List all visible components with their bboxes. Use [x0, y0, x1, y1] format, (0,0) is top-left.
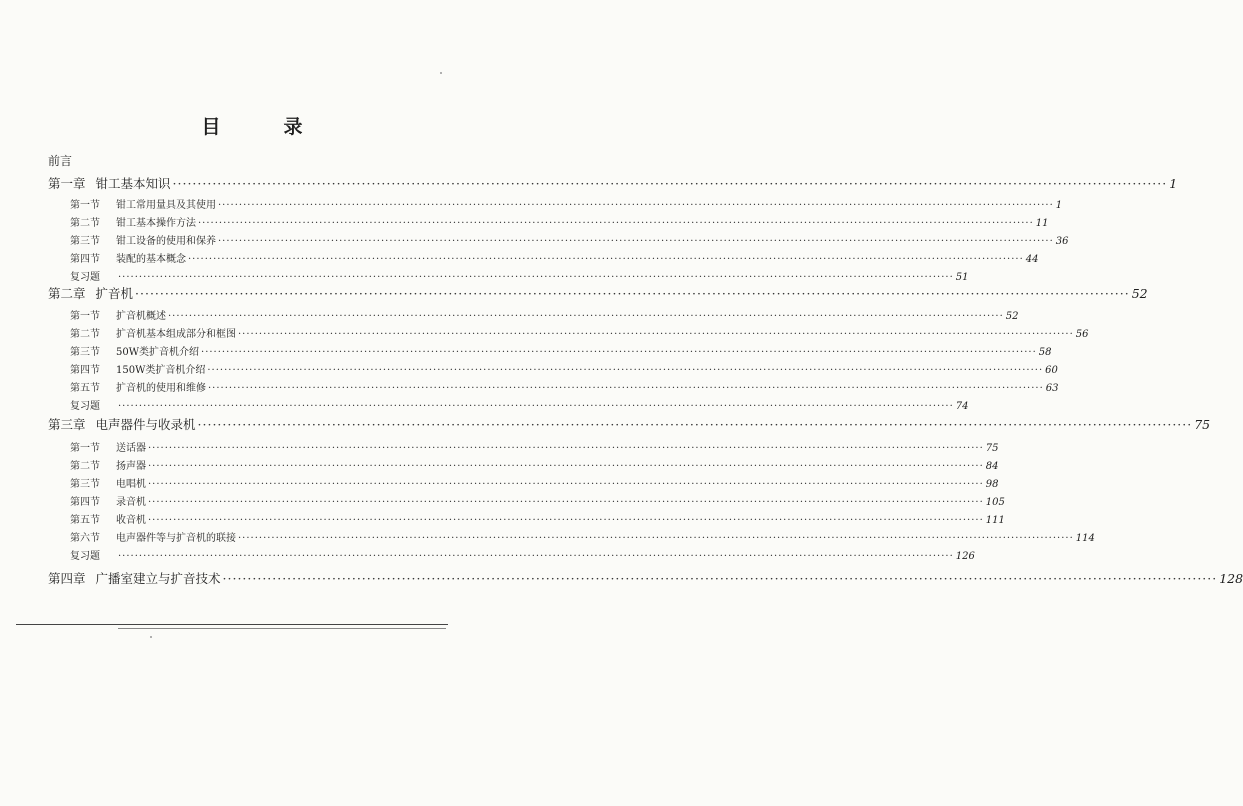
toc-section-row [70, 361, 1058, 376]
toc-page-number: 126 [955, 551, 975, 562]
toc-leader-dots: ········································································································································································································ [201, 347, 1037, 358]
toc-page-number: 98 [985, 479, 999, 490]
toc-leader-dots: ········································································································································································································ [238, 329, 1074, 340]
toc-section-row [70, 457, 999, 472]
toc-entry-title: 钳工设备的使用和保养 [116, 236, 216, 247]
toc-entry-number: 第四节 [70, 254, 100, 265]
toc-leader-dots: ········································································································································································································ [222, 571, 1218, 586]
toc-entry-label [48, 284, 133, 302]
toc-entry-title: 电声器件等与扩音机的联接 [116, 533, 236, 544]
toc-entry-label [70, 214, 196, 229]
toc-leader-dots: ········································································································································································································ [218, 200, 1054, 211]
preface-entry: 前言 [48, 154, 73, 168]
toc-page-number: 111 [985, 515, 1005, 526]
toc-entry-number: 第二节 [70, 218, 100, 229]
toc-leader-dots: ········································································································································································································ [218, 236, 1054, 247]
toc-leader-dots: ········································································································································································································ [148, 479, 984, 490]
toc-entry-title: 扩音机 [95, 286, 134, 301]
toc-chapter-row [48, 415, 1211, 433]
toc-entry-label [70, 439, 146, 454]
toc-entry-title: 扩音机的使用和维修 [116, 383, 206, 394]
toc-entry-number: 第一节 [70, 311, 100, 322]
toc-section-row [70, 196, 1063, 211]
toc-chapter-row [48, 569, 1243, 587]
toc-page-number: 74 [955, 401, 969, 412]
toc-entry-title: 电唱机 [116, 479, 146, 490]
toc-entry-label [70, 529, 236, 544]
toc-page-number: 105 [985, 497, 1005, 508]
toc-section-row [70, 379, 1059, 394]
toc-section-row [70, 343, 1052, 358]
toc-leader-dots: ········································································································································································································ [118, 272, 954, 283]
toc-page-number: 128 [1219, 571, 1243, 586]
toc-section-row [70, 529, 1095, 544]
toc-page-number: 56 [1075, 329, 1089, 340]
toc-page-number: 1 [1169, 176, 1178, 191]
toc-entry-number: 第三节 [70, 347, 100, 358]
toc-section-row [70, 493, 1005, 508]
toc-leader-dots: ········································································································································································································ [172, 176, 1168, 191]
scan-speck [440, 72, 442, 74]
toc-entry-label [70, 475, 146, 490]
toc-entry-number: 第二节 [70, 461, 100, 472]
toc-entry-label [70, 457, 146, 472]
toc-leader-dots: ········································································································································································································ [118, 401, 954, 412]
toc-section-row [70, 325, 1089, 340]
toc-entry-label [70, 361, 205, 376]
bottom-rule [16, 624, 448, 625]
toc-leader-dots: ········································································································································································································ [197, 417, 1193, 432]
toc-page-number: 84 [985, 461, 999, 472]
toc-entry-title: 送话器 [116, 443, 146, 454]
toc-entry-number: 复习题 [70, 401, 100, 412]
toc-section-row [70, 214, 1049, 229]
toc-entry-number: 第一节 [70, 443, 100, 454]
toc-entry-label [70, 511, 146, 526]
toc-entry-number: 第二节 [70, 329, 100, 340]
toc-entry-title: 钳工基本操作方法 [116, 218, 196, 229]
toc-entry-title: 收音机 [116, 515, 146, 526]
toc-section-row [70, 268, 969, 283]
toc-entry-number: 第五节 [70, 383, 100, 394]
toc-leader-dots: ········································································································································································································ [168, 311, 1004, 322]
toc-page-number: 63 [1045, 383, 1059, 394]
toc-chapter-row [48, 174, 1178, 192]
toc-section-row [70, 439, 999, 454]
toc-leader-dots: ········································································································································································································ [148, 515, 984, 526]
toc-entry-label [48, 415, 196, 433]
toc-section-row [70, 397, 969, 412]
toc-entry-number: 第四节 [70, 365, 100, 376]
toc-leader-dots: ········································································································································································································ [148, 461, 984, 472]
toc-entry-title: 150W类扩音机介绍 [116, 365, 206, 376]
toc-entry-number: 第二章 [48, 286, 86, 301]
toc-entry-title: 钳工常用量具及其使用 [116, 200, 216, 211]
toc-entry-label [70, 325, 236, 340]
toc-entry-number: 第三节 [70, 479, 100, 490]
toc-entry-label [70, 397, 116, 412]
toc-page-number: 52 [1005, 311, 1019, 322]
toc-entry-label [48, 569, 221, 587]
toc-leader-dots: ········································································································································································································ [118, 551, 954, 562]
page-title: 目 录 [201, 116, 325, 138]
toc-page-number: 51 [955, 272, 969, 283]
toc-leader-dots: ········································································································································································································ [198, 218, 1034, 229]
toc-entry-title: 50W类扩音机介绍 [116, 347, 200, 358]
toc-page-number: 44 [1025, 254, 1039, 265]
toc-entry-label [70, 307, 166, 322]
toc-section-row [70, 547, 975, 562]
bottom-rule-secondary [118, 628, 446, 629]
toc-entry-label [70, 232, 216, 247]
toc-chapter-row [48, 284, 1148, 302]
toc-leader-dots: ········································································································································································································ [207, 365, 1044, 376]
toc-entry-label [70, 547, 116, 562]
toc-entry-label [70, 493, 146, 508]
toc-entry-title: 扬声器 [116, 461, 146, 472]
toc-entry-number: 第五节 [70, 515, 100, 526]
toc-entry-label [70, 268, 116, 283]
toc-entry-number: 复习题 [70, 272, 100, 283]
toc-entry-title: 钳工基本知识 [95, 176, 171, 191]
toc-leader-dots: ········································································································································································································ [148, 443, 984, 454]
toc-entry-label [70, 250, 186, 265]
toc-page-number: 75 [1194, 417, 1211, 432]
scan-speck [150, 636, 152, 638]
toc-section-row [70, 511, 1005, 526]
toc-page-number: 75 [985, 443, 999, 454]
toc-page-number: 11 [1035, 218, 1049, 229]
toc-entry-title: 扩音机基本组成部分和框图 [116, 329, 236, 340]
toc-page-number: 60 [1045, 365, 1058, 376]
toc-entry-label [70, 379, 206, 394]
toc-entry-number: 第三节 [70, 236, 100, 247]
toc-entry-number: 第一节 [70, 200, 100, 211]
toc-section-row [70, 475, 999, 490]
toc-page-number: 52 [1131, 286, 1148, 301]
toc-entry-label [70, 196, 216, 211]
toc-entry-title: 装配的基本概念 [116, 254, 186, 265]
toc-page-number: 36 [1055, 236, 1069, 247]
toc-section-row [70, 232, 1069, 247]
toc-leader-dots: ········································································································································································································ [208, 383, 1044, 394]
toc-entry-number: 第一章 [48, 176, 86, 191]
toc-entry-title: 录音机 [116, 497, 146, 508]
toc-entry-title: 广播室建立与扩音技术 [95, 571, 221, 586]
toc-entry-number: 第四章 [48, 571, 86, 586]
toc-entry-title: 电声器件与收录机 [95, 417, 196, 432]
toc-entry-number: 复习题 [70, 551, 100, 562]
toc-leader-dots: ········································································································································································································ [188, 254, 1024, 265]
toc-leader-dots: ········································································································································································································ [135, 286, 1130, 301]
toc-entry-label [70, 343, 199, 358]
toc-entry-number: 第三章 [48, 417, 86, 432]
toc-section-row [70, 250, 1039, 265]
toc-section-row [70, 307, 1019, 322]
toc-entry-title: 扩音机概述 [116, 311, 166, 322]
toc-leader-dots: ········································································································································································································ [148, 497, 984, 508]
toc-entry-number: 第四节 [70, 497, 100, 508]
toc-page-number: 1 [1055, 200, 1063, 211]
toc-page-number: 58 [1038, 347, 1052, 358]
toc-page-number: 114 [1075, 533, 1095, 544]
toc-leader-dots: ········································································································································································································ [238, 533, 1074, 544]
toc-entry-number: 第六节 [70, 533, 100, 544]
toc-entry-label [48, 174, 171, 192]
